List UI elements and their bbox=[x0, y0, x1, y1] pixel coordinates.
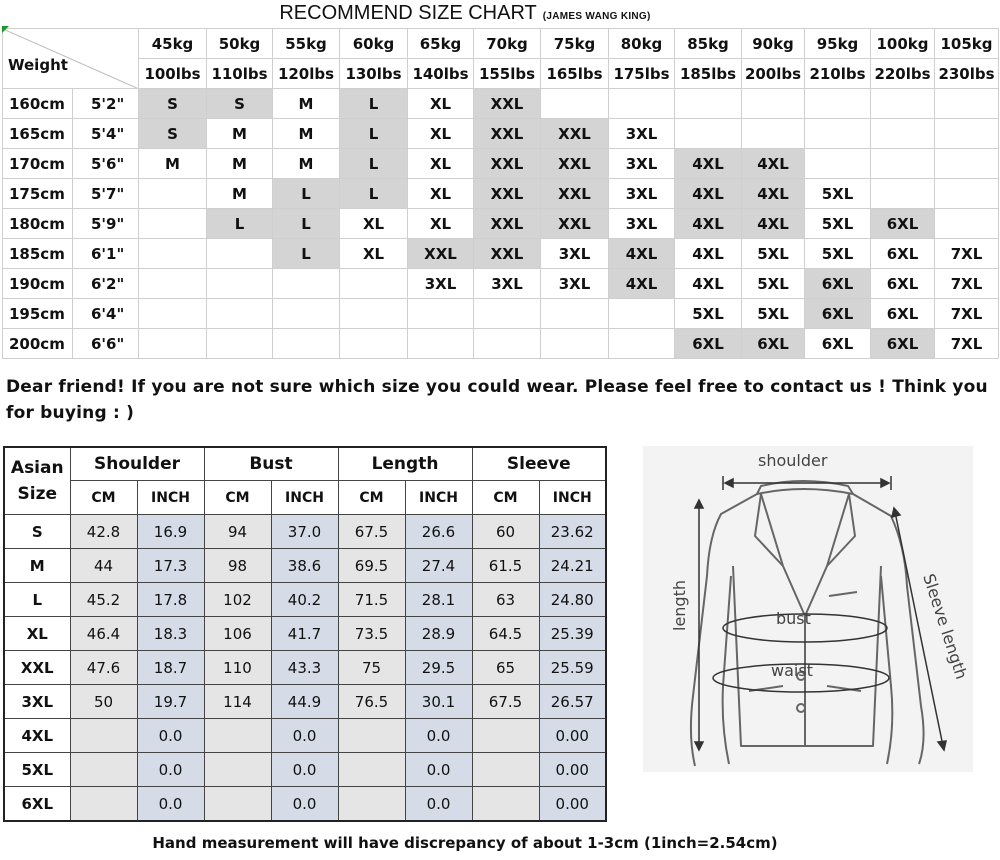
size-chart-row bbox=[3, 119, 999, 149]
weight-kg-header: 105kg bbox=[935, 29, 999, 59]
size-label-cell: 5XL bbox=[4, 753, 70, 787]
size-cell: 3XL bbox=[609, 119, 675, 149]
weight-kg-header: 90kg bbox=[742, 29, 805, 59]
size-cell: XXL bbox=[541, 179, 609, 209]
height-cm-cell: 190cm bbox=[3, 269, 73, 299]
size-cell bbox=[935, 209, 999, 239]
size-cell: M bbox=[273, 119, 340, 149]
size-cell bbox=[139, 299, 207, 329]
unit-inch-header: INCH bbox=[539, 481, 606, 515]
cm-value-cell: 44 bbox=[70, 549, 137, 583]
size-cell: 3XL bbox=[609, 209, 675, 239]
inch-value-cell: 0.0 bbox=[137, 753, 204, 787]
cm-value-cell: 45.2 bbox=[70, 583, 137, 617]
inch-value-cell: 41.7 bbox=[271, 617, 338, 651]
weight-lbs-header: 120lbs bbox=[273, 59, 340, 89]
weight-lbs-header: 210lbs bbox=[805, 59, 871, 89]
height-ft-cell: 6'6" bbox=[73, 329, 139, 359]
size-cell: 3XL bbox=[609, 149, 675, 179]
size-cell bbox=[340, 269, 408, 299]
size-label-cell: M bbox=[4, 549, 70, 583]
size-cell bbox=[935, 119, 999, 149]
size-label-cell: 6XL bbox=[4, 787, 70, 822]
size-cell: 6XL bbox=[871, 239, 935, 269]
height-cm-cell: 180cm bbox=[3, 209, 73, 239]
size-cell bbox=[273, 329, 340, 359]
size-label-cell: XXL bbox=[4, 651, 70, 685]
height-cm-cell: 160cm bbox=[3, 89, 73, 119]
size-cell: L bbox=[340, 179, 408, 209]
size-cell bbox=[871, 149, 935, 179]
weight-lbs-header: 175lbs bbox=[609, 59, 675, 89]
size-cell: M bbox=[207, 119, 273, 149]
inch-value-cell: 0.0 bbox=[405, 719, 472, 753]
size-cell: 7XL bbox=[935, 239, 999, 269]
size-cell: 5XL bbox=[805, 239, 871, 269]
size-chart-row bbox=[3, 209, 999, 239]
size-cell: 7XL bbox=[935, 269, 999, 299]
size-cell: M bbox=[207, 149, 273, 179]
weight-height-corner bbox=[3, 29, 139, 89]
height-ft-cell: 6'2" bbox=[73, 269, 139, 299]
inch-value-cell: 16.9 bbox=[137, 515, 204, 549]
height-cm-cell: 200cm bbox=[3, 329, 73, 359]
measurement-table bbox=[3, 446, 607, 822]
weight-kg-header: 75kg bbox=[541, 29, 609, 59]
cm-value-cell bbox=[204, 753, 271, 787]
inch-value-cell: 24.21 bbox=[539, 549, 606, 583]
size-cell: XXL bbox=[474, 179, 541, 209]
size-cell bbox=[207, 329, 273, 359]
measurement-row bbox=[4, 583, 606, 617]
size-cell: 3XL bbox=[474, 269, 541, 299]
size-cell: 7XL bbox=[935, 329, 999, 359]
size-cell bbox=[609, 329, 675, 359]
weight-kg-header: 65kg bbox=[408, 29, 474, 59]
size-cell: 5XL bbox=[805, 209, 871, 239]
cm-value-cell bbox=[70, 719, 137, 753]
size-cell: 3XL bbox=[609, 179, 675, 209]
cm-value-cell: 94 bbox=[204, 515, 271, 549]
size-cell: S bbox=[207, 89, 273, 119]
height-cm-cell: 175cm bbox=[3, 179, 73, 209]
size-cell bbox=[805, 149, 871, 179]
cm-value-cell: 60 bbox=[472, 515, 539, 549]
weight-lbs-header: 140lbs bbox=[408, 59, 474, 89]
size-cell: 4XL bbox=[742, 179, 805, 209]
inch-value-cell: 28.9 bbox=[405, 617, 472, 651]
size-cell: 4XL bbox=[609, 239, 675, 269]
contact-note: Dear friend! If you are not sure which size you could wear. Please feel free to contact us ! Think you for buying : ) bbox=[6, 377, 988, 423]
inch-value-cell: 28.1 bbox=[405, 583, 472, 617]
size-cell bbox=[408, 329, 474, 359]
inch-value-cell: 17.3 bbox=[137, 549, 204, 583]
size-chart-row bbox=[3, 89, 999, 119]
diagram-length-label: length bbox=[670, 580, 689, 631]
inch-value-cell: 0.00 bbox=[539, 787, 606, 822]
size-cell bbox=[609, 89, 675, 119]
inch-value-cell: 17.8 bbox=[137, 583, 204, 617]
measurement-row bbox=[4, 617, 606, 651]
size-cell bbox=[340, 329, 408, 359]
cm-value-cell: 65 bbox=[472, 651, 539, 685]
size-cell bbox=[935, 179, 999, 209]
brand-label: (JAMES WANG KING) bbox=[542, 11, 651, 22]
inch-value-cell: 23.62 bbox=[539, 515, 606, 549]
size-cell: 4XL bbox=[742, 209, 805, 239]
unit-cm-header: CM bbox=[70, 481, 137, 515]
size-cell: M bbox=[273, 149, 340, 179]
size-chart-row bbox=[3, 269, 999, 299]
size-cell bbox=[474, 329, 541, 359]
size-cell bbox=[541, 299, 609, 329]
measurement-row bbox=[4, 685, 606, 719]
inch-value-cell: 40.2 bbox=[271, 583, 338, 617]
size-cell bbox=[541, 329, 609, 359]
inch-value-cell: 43.3 bbox=[271, 651, 338, 685]
size-cell bbox=[273, 269, 340, 299]
cm-value-cell bbox=[70, 787, 137, 822]
size-chart-row bbox=[3, 179, 999, 209]
size-cell: XL bbox=[408, 179, 474, 209]
size-chart-body bbox=[3, 89, 999, 359]
size-cell bbox=[871, 89, 935, 119]
chart-title bbox=[0, 0, 930, 26]
inch-value-cell: 29.5 bbox=[405, 651, 472, 685]
size-cell bbox=[541, 89, 609, 119]
unit-cm-header: CM bbox=[472, 481, 539, 515]
height-ft-cell: 5'7" bbox=[73, 179, 139, 209]
cm-value-cell: 69.5 bbox=[338, 549, 405, 583]
cm-value-cell bbox=[472, 787, 539, 822]
size-cell bbox=[408, 299, 474, 329]
size-cell: XXL bbox=[474, 89, 541, 119]
weight-kg-header: 70kg bbox=[474, 29, 541, 59]
size-cell: L bbox=[273, 209, 340, 239]
size-cell: 5XL bbox=[742, 239, 805, 269]
inch-value-cell: 26.6 bbox=[405, 515, 472, 549]
weight-lbs-header: 230lbs bbox=[935, 59, 999, 89]
size-cell: 6XL bbox=[871, 299, 935, 329]
height-ft-cell: 5'4" bbox=[73, 119, 139, 149]
diagram-sleeve-label: Sleeve length bbox=[919, 571, 972, 682]
size-cell bbox=[742, 89, 805, 119]
size-cell: M bbox=[139, 149, 207, 179]
measurement-row bbox=[4, 753, 606, 787]
weight-lbs-header: 110lbs bbox=[207, 59, 273, 89]
size-cell: XL bbox=[408, 89, 474, 119]
inch-value-cell: 44.9 bbox=[271, 685, 338, 719]
size-label-cell: 4XL bbox=[4, 719, 70, 753]
size-cell: XXL bbox=[474, 119, 541, 149]
size-cell bbox=[340, 299, 408, 329]
size-cell: 4XL bbox=[675, 149, 742, 179]
weight-lbs-header: 185lbs bbox=[675, 59, 742, 89]
cm-value-cell: 102 bbox=[204, 583, 271, 617]
inch-value-cell: 18.7 bbox=[137, 651, 204, 685]
size-cell bbox=[139, 209, 207, 239]
size-cell bbox=[609, 299, 675, 329]
weight-kg-header: 80kg bbox=[609, 29, 675, 59]
measurement-row bbox=[4, 651, 606, 685]
height-ft-cell: 5'6" bbox=[73, 149, 139, 179]
weight-lbs-header: 130lbs bbox=[340, 59, 408, 89]
weight-lbs-header: 165lbs bbox=[541, 59, 609, 89]
size-cell: 6XL bbox=[871, 329, 935, 359]
size-cell: 6XL bbox=[871, 269, 935, 299]
weight-kg-header: 45kg bbox=[139, 29, 207, 59]
cm-value-cell bbox=[70, 753, 137, 787]
size-cell bbox=[675, 89, 742, 119]
height-ft-cell: 5'2" bbox=[73, 89, 139, 119]
size-chart-row bbox=[3, 239, 999, 269]
cm-value-cell bbox=[472, 753, 539, 787]
size-cell: 4XL bbox=[609, 269, 675, 299]
size-cell bbox=[273, 299, 340, 329]
size-cell bbox=[139, 329, 207, 359]
size-cell: 6XL bbox=[805, 299, 871, 329]
cm-value-cell: 61.5 bbox=[472, 549, 539, 583]
height-ft-cell: 5'9" bbox=[73, 209, 139, 239]
size-cell bbox=[139, 239, 207, 269]
bust-header: Bust bbox=[204, 447, 338, 481]
weight-lbs-header: 155lbs bbox=[474, 59, 541, 89]
jacket-diagram bbox=[643, 446, 973, 772]
corner-marker bbox=[2, 26, 9, 33]
size-cell: XL bbox=[340, 209, 408, 239]
inch-value-cell: 0.0 bbox=[271, 787, 338, 822]
measurement-row bbox=[4, 719, 606, 753]
inch-value-cell: 26.57 bbox=[539, 685, 606, 719]
size-label-cell: L bbox=[4, 583, 70, 617]
unit-cm-header: CM bbox=[338, 481, 405, 515]
unit-inch-header: INCH bbox=[405, 481, 472, 515]
size-cell: 3XL bbox=[541, 239, 609, 269]
size-cell bbox=[935, 89, 999, 119]
cm-value-cell bbox=[338, 787, 405, 822]
size-cell: 4XL bbox=[742, 149, 805, 179]
size-cell: 3XL bbox=[541, 269, 609, 299]
inch-value-cell: 38.6 bbox=[271, 549, 338, 583]
cm-value-cell: 50 bbox=[70, 685, 137, 719]
inch-value-cell: 0.00 bbox=[539, 719, 606, 753]
cm-value-cell: 63 bbox=[472, 583, 539, 617]
inch-value-cell: 0.0 bbox=[137, 787, 204, 822]
inch-value-cell: 37.0 bbox=[271, 515, 338, 549]
measurement-body bbox=[4, 515, 606, 822]
size-cell bbox=[207, 239, 273, 269]
size-cell bbox=[871, 119, 935, 149]
size-cell: L bbox=[273, 239, 340, 269]
cm-value-cell bbox=[338, 753, 405, 787]
size-cell: S bbox=[139, 89, 207, 119]
size-chart-row bbox=[3, 299, 999, 329]
weight-kg-header: 85kg bbox=[675, 29, 742, 59]
measurement-row bbox=[4, 515, 606, 549]
size-cell: 3XL bbox=[408, 269, 474, 299]
size-cell bbox=[805, 89, 871, 119]
cm-value-cell bbox=[204, 719, 271, 753]
size-cell bbox=[675, 119, 742, 149]
inch-value-cell: 19.7 bbox=[137, 685, 204, 719]
size-cell: 6XL bbox=[675, 329, 742, 359]
cm-value-cell: 98 bbox=[204, 549, 271, 583]
asian-size-header bbox=[4, 447, 70, 515]
measurement-row bbox=[4, 549, 606, 583]
inch-value-cell: 18.3 bbox=[137, 617, 204, 651]
cm-value-cell: 46.4 bbox=[70, 617, 137, 651]
inch-value-cell: 24.80 bbox=[539, 583, 606, 617]
size-cell bbox=[805, 119, 871, 149]
cm-value-cell bbox=[338, 719, 405, 753]
size-label-cell: S bbox=[4, 515, 70, 549]
size-cell bbox=[474, 299, 541, 329]
cm-value-cell: 106 bbox=[204, 617, 271, 651]
size-cell: XL bbox=[408, 149, 474, 179]
size-cell bbox=[139, 179, 207, 209]
weight-kg-header: 55kg bbox=[273, 29, 340, 59]
weight-kg-header: 100kg bbox=[871, 29, 935, 59]
size-cell: 4XL bbox=[675, 239, 742, 269]
inch-value-cell: 0.0 bbox=[137, 719, 204, 753]
size-label-cell: XL bbox=[4, 617, 70, 651]
cm-value-cell: 76.5 bbox=[338, 685, 405, 719]
cm-value-cell: 67.5 bbox=[338, 515, 405, 549]
inch-value-cell: 0.0 bbox=[271, 719, 338, 753]
unit-cm-header: CM bbox=[204, 481, 271, 515]
cm-value-cell: 71.5 bbox=[338, 583, 405, 617]
cm-value-cell: 75 bbox=[338, 651, 405, 685]
measurement-row bbox=[4, 787, 606, 822]
size-cell: S bbox=[139, 119, 207, 149]
diagram-shoulder-label: shoulder bbox=[758, 451, 828, 470]
size-chart-table bbox=[2, 28, 999, 359]
size-cell: XL bbox=[340, 239, 408, 269]
cm-value-cell bbox=[472, 719, 539, 753]
size-cell: XXL bbox=[474, 149, 541, 179]
jacket-illustration bbox=[643, 446, 973, 772]
size-cell: 6XL bbox=[805, 329, 871, 359]
diagram-bust-label: bust bbox=[776, 609, 811, 628]
sleeve-header: Sleeve bbox=[472, 447, 606, 481]
height-ft-cell: 6'4" bbox=[73, 299, 139, 329]
corner-weight-label: Weight bbox=[8, 56, 68, 74]
unit-inch-header: INCH bbox=[137, 481, 204, 515]
diagram-waist-label: waist bbox=[771, 661, 813, 680]
weight-kg-header: 95kg bbox=[805, 29, 871, 59]
size-cell: 5XL bbox=[805, 179, 871, 209]
inch-value-cell: 0.00 bbox=[539, 753, 606, 787]
size-chart-row bbox=[3, 149, 999, 179]
size-cell: XL bbox=[408, 119, 474, 149]
size-cell: L bbox=[340, 119, 408, 149]
size-cell: 6XL bbox=[742, 329, 805, 359]
height-cm-cell: 185cm bbox=[3, 239, 73, 269]
size-cell: 5XL bbox=[742, 299, 805, 329]
size-cell: XL bbox=[408, 209, 474, 239]
size-cell: 5XL bbox=[675, 299, 742, 329]
size-cell: XXL bbox=[474, 239, 541, 269]
height-ft-cell: 6'1" bbox=[73, 239, 139, 269]
asian-size-line2: Size bbox=[17, 484, 57, 504]
unit-inch-header: INCH bbox=[271, 481, 338, 515]
inch-value-cell: 27.4 bbox=[405, 549, 472, 583]
size-cell: 6XL bbox=[805, 269, 871, 299]
size-cell bbox=[742, 119, 805, 149]
size-cell: XXL bbox=[541, 209, 609, 239]
weight-lbs-header: 220lbs bbox=[871, 59, 935, 89]
cm-value-cell: 110 bbox=[204, 651, 271, 685]
size-cell bbox=[871, 179, 935, 209]
size-cell: 4XL bbox=[675, 209, 742, 239]
size-cell: L bbox=[340, 149, 408, 179]
weight-lbs-header: 100lbs bbox=[139, 59, 207, 89]
size-chart-row bbox=[3, 329, 999, 359]
size-label-cell: 3XL bbox=[4, 685, 70, 719]
inch-value-cell: 30.1 bbox=[405, 685, 472, 719]
inch-value-cell: 0.0 bbox=[271, 753, 338, 787]
size-cell: 5XL bbox=[742, 269, 805, 299]
size-cell: M bbox=[207, 179, 273, 209]
inch-value-cell: 0.0 bbox=[405, 787, 472, 822]
size-cell: XXL bbox=[541, 119, 609, 149]
inch-value-cell: 0.0 bbox=[405, 753, 472, 787]
height-cm-cell: 195cm bbox=[3, 299, 73, 329]
footer-note: Hand measurement will have discrepancy of about 1-3cm (1inch=2.54cm) bbox=[152, 834, 778, 852]
size-cell: XXL bbox=[474, 209, 541, 239]
size-cell: L bbox=[273, 179, 340, 209]
cm-value-cell: 47.6 bbox=[70, 651, 137, 685]
size-cell: XXL bbox=[408, 239, 474, 269]
weight-kg-header: 50kg bbox=[207, 29, 273, 59]
cm-value-cell: 114 bbox=[204, 685, 271, 719]
height-cm-cell: 170cm bbox=[3, 149, 73, 179]
size-cell: L bbox=[340, 89, 408, 119]
cm-value-cell: 73.5 bbox=[338, 617, 405, 651]
cm-value-cell: 64.5 bbox=[472, 617, 539, 651]
weight-kg-header: 60kg bbox=[340, 29, 408, 59]
cm-value-cell: 42.8 bbox=[70, 515, 137, 549]
size-cell: L bbox=[207, 209, 273, 239]
size-cell: XXL bbox=[541, 149, 609, 179]
cm-value-cell bbox=[204, 787, 271, 822]
chart-title-text: RECOMMEND SIZE CHART bbox=[279, 2, 537, 24]
cm-value-cell: 67.5 bbox=[472, 685, 539, 719]
asian-size-line1: Asian bbox=[10, 458, 64, 478]
size-cell: 7XL bbox=[935, 299, 999, 329]
shoulder-header: Shoulder bbox=[70, 447, 204, 481]
weight-lbs-header: 200lbs bbox=[742, 59, 805, 89]
size-cell bbox=[139, 269, 207, 299]
size-cell bbox=[207, 299, 273, 329]
height-cm-cell: 165cm bbox=[3, 119, 73, 149]
size-cell: 4XL bbox=[675, 179, 742, 209]
inch-value-cell: 25.39 bbox=[539, 617, 606, 651]
length-header: Length bbox=[338, 447, 472, 481]
size-cell: M bbox=[273, 89, 340, 119]
size-cell: 4XL bbox=[675, 269, 742, 299]
inch-value-cell: 25.59 bbox=[539, 651, 606, 685]
size-cell bbox=[207, 269, 273, 299]
size-cell: 6XL bbox=[871, 209, 935, 239]
size-cell bbox=[935, 149, 999, 179]
